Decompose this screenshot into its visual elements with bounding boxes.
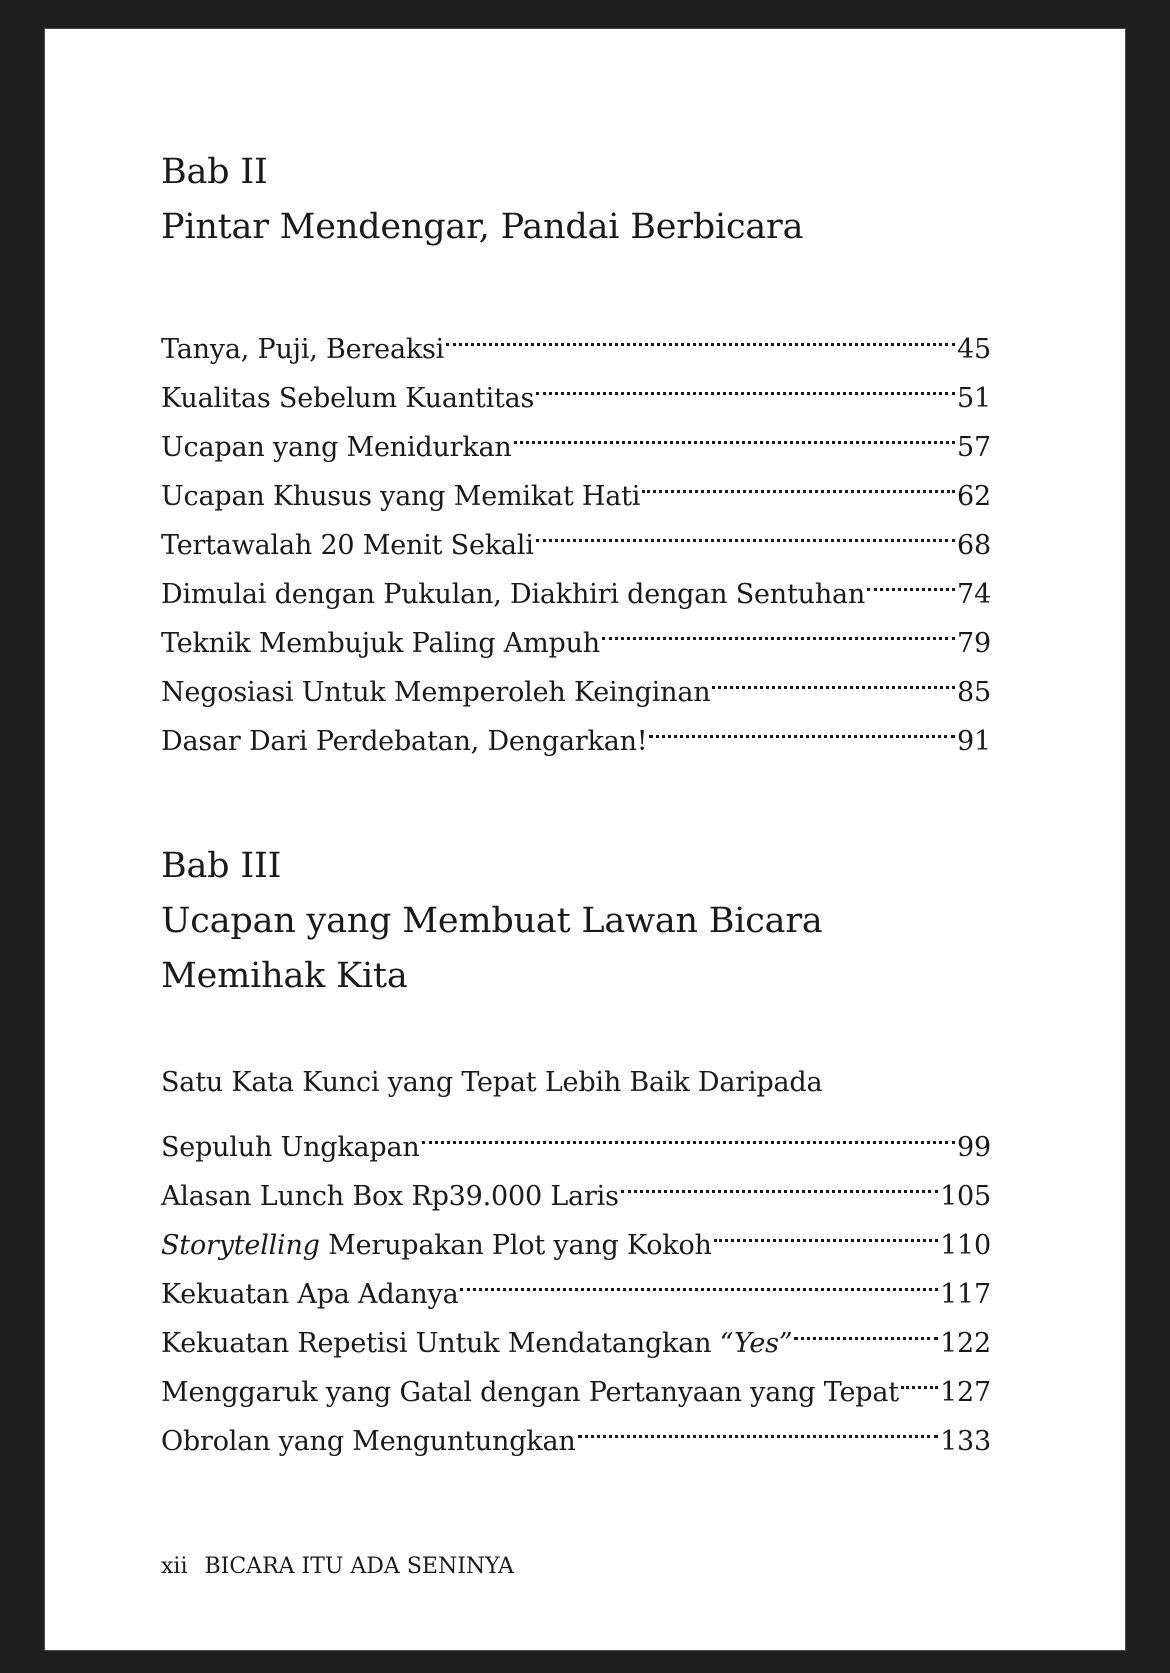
entry-title: Tanya, Puji, Bereaksi: [161, 334, 445, 365]
book-page: [44, 28, 1126, 1651]
entry-page-number: 68: [957, 530, 991, 561]
entry-title: Dasar Dari Perdebatan, Dengarkan!: [161, 726, 648, 757]
dot-leader: [514, 407, 955, 456]
entry-page-number: 62: [957, 481, 991, 512]
dot-leader: [649, 701, 955, 750]
entry-title: Ucapan Khusus yang Memikat Hati: [161, 481, 641, 512]
dot-leader: [578, 1401, 939, 1450]
entry-title: Obrolan yang Menguntungkan: [161, 1426, 576, 1457]
running-title: BICARA ITU ADA SENINYA: [204, 1554, 514, 1579]
entry-title: Kekuatan Apa Adanya: [161, 1279, 459, 1310]
entry-title: Ucapan yang Menidurkan: [161, 432, 512, 463]
chapter-3-section: [161, 839, 991, 1457]
entry-title: Kualitas Sebelum Kuantitas: [161, 383, 535, 414]
dot-leader: [901, 1352, 938, 1401]
dot-leader: [621, 1156, 938, 1205]
toc-entries: [161, 1058, 991, 1457]
entry-page-number: 105: [940, 1181, 991, 1212]
entry-title: Negosiasi Untuk Memperoleh Keinginan: [161, 677, 711, 708]
entry-page-number: 122: [940, 1328, 991, 1359]
dot-leader: [446, 309, 955, 358]
dot-leader: [867, 554, 955, 603]
entry-title-italic: Storytelling: [161, 1230, 320, 1261]
chapter-title: Pintar Mendengar, Pandai Berbicara: [161, 207, 804, 247]
entry-page-number: 79: [957, 628, 991, 659]
entry-page-number: 91: [957, 726, 991, 757]
entry-title: [161, 1319, 792, 1368]
dot-leader: [602, 603, 955, 652]
entry-title: Tertawalah 20 Menit Sekali: [161, 530, 534, 561]
toc-entry-line-2[interactable]: [161, 1107, 991, 1163]
page-folio: xii: [161, 1554, 188, 1579]
entry-page-number: 85: [957, 677, 991, 708]
page-footer: [161, 1554, 514, 1579]
dot-leader: [714, 1205, 938, 1254]
toc-entry[interactable]: [161, 309, 991, 365]
entry-title-italic: “Yes”: [719, 1328, 793, 1359]
dot-leader: [536, 358, 955, 407]
entry-page-number: 51: [957, 383, 991, 414]
entry-title-plain: Kekuatan Repetisi Untuk Mendatangkan: [161, 1328, 720, 1359]
dot-leader: [794, 1303, 938, 1352]
chapter-title-line-2: Memihak Kita: [161, 956, 408, 996]
dot-leader: [422, 1107, 955, 1156]
entry-title: Teknik Membujuk Paling Ampuh: [161, 628, 600, 659]
chapter-label: Bab II: [161, 152, 268, 192]
entry-title: Sepuluh Ungkapan: [161, 1132, 420, 1163]
entry-page-number: 117: [940, 1279, 991, 1310]
entry-page-number: 57: [957, 432, 991, 463]
dot-leader: [642, 456, 955, 505]
toc-entry-line-1[interactable]: [161, 1058, 991, 1107]
entry-title: Dimulai dengan Pukulan, Diakhiri dengan Sentuhan: [161, 579, 866, 610]
entry-title: Alasan Lunch Box Rp39.000 Laris: [161, 1181, 619, 1212]
entry-page-number: 110: [940, 1230, 991, 1261]
dot-leader: [536, 505, 955, 554]
dot-leader: [712, 652, 955, 701]
entry-page-number: 133: [940, 1426, 991, 1457]
entry-page-number: 45: [957, 334, 991, 365]
entry-title: Menggaruk yang Gatal dengan Pertanyaan yang Tepat: [161, 1377, 899, 1408]
dot-leader: [460, 1254, 938, 1303]
chapter-title-line-1: Ucapan yang Membuat Lawan Bicara: [161, 901, 823, 941]
chapter-2-section: [161, 145, 991, 757]
entry-page-number: 127: [940, 1377, 991, 1408]
entry-title-rest: Merupakan Plot yang Kokoh: [319, 1230, 712, 1261]
toc-entries: [161, 309, 991, 757]
entry-page-number: 74: [957, 579, 991, 610]
entry-title: Satu Kata Kunci yang Tepat Lebih Baik Daripada: [161, 1067, 823, 1098]
entry-page-number: 99: [957, 1132, 991, 1163]
chapter-label: Bab III: [161, 846, 282, 886]
